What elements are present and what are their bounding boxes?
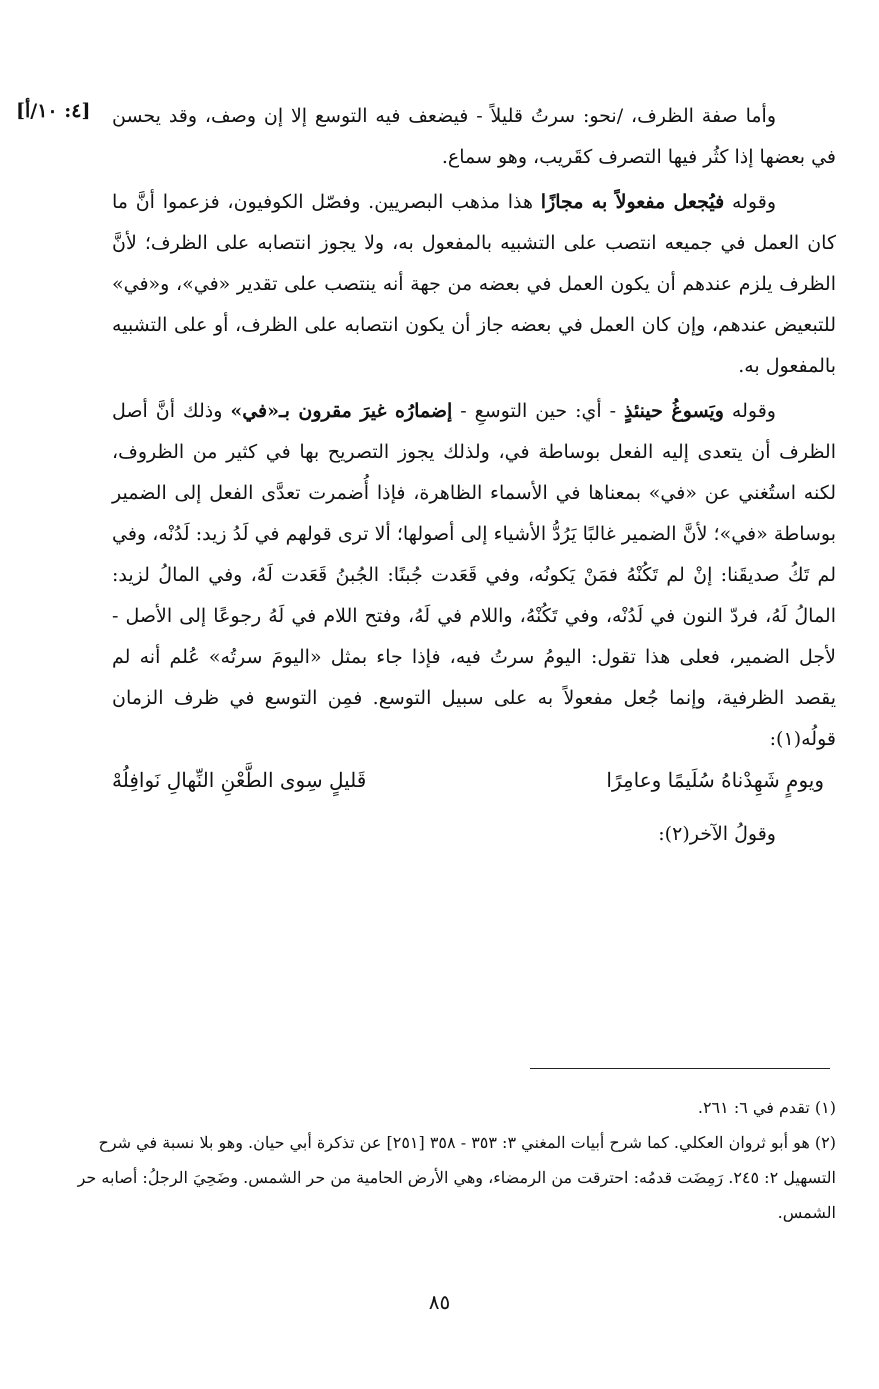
paragraph-3-bold-phrase-2: إضمارُه غيرَ مقرون بـ«في» <box>230 400 453 422</box>
paragraph-1-text: وأما صفة الظرف، /نحو: سرتُ قليلاً - فيضعف فيه التوسع إلا إن وصف، وقد يحسن في بعضها إذا كثُر فيها التصرف كقَريب، وهو سماع. <box>112 105 836 168</box>
poem-hemistich-second: قَليلٍ سِوى الطَّعْنِ النِّهالِ نَوافِلُهْ <box>112 768 367 792</box>
footnote-1: (١) تقدم في ٦: ٢٦١. <box>697 1098 836 1117</box>
paragraph-2-bold-phrase: فيُجعل مفعولاً به مجازًا <box>540 191 725 213</box>
poem-hemistich-first: ويومٍ شَهِدْناهُ سُلَيمًا وعامِرًا <box>606 768 824 792</box>
footnote-divider <box>530 1068 830 1069</box>
poem-verse <box>112 764 836 814</box>
footnotes <box>56 1090 836 1230</box>
paragraph-2-text-b: هذا مذهب البصريين. وفصّل الكوفيون، فزعموا أنَّ ما كان العمل في جميعه انتصب على التشبيه بالمفعول به، ولا يجوز انتصابه على الظرف؛ لأنَّ الظرف يلزم عندهم أن يكون العمل في بعضه من جهة أنه ينتصب على تقدير «في»، و«في» للتبعيض عندهم، وإن كان العمل في بعضه جاز أن يكون انتصابه على الظرف، أو على التشبيه بالمفعول به. <box>112 191 836 377</box>
paragraph-2 <box>112 182 836 387</box>
paragraph-3-text-a: وقوله <box>723 400 776 422</box>
paragraph-3-bold-phrase-1: ويَسوغُ حينئذٍ <box>623 400 724 422</box>
paragraph-3 <box>112 391 836 760</box>
paragraph-2-text-a: وقوله <box>724 191 776 213</box>
page-number: ٨٥ <box>428 1290 451 1314</box>
paragraph-1 <box>112 96 836 178</box>
paragraph-3-text-c: وذلك أنَّ أصل الظرف أن يتعدى إليه الفعل بوساطة في، ولذلك يجوز التصريح بها في كثير من الظروف، لكنه استُغني عن «في» بمعناها في الأسماء الظاهرة، فإذا أُضمرت تعدَّى الفعل إلى الضمير بوساطة «في»؛ لأنَّ الضمير غالبًا يَرُدُّ الأشياء إلى أصولها؛ ألا ترى قولهم في لَدُ زيد: لَدُنْه، وفي لم تَكُ صديقَنا: إنْ لم تَكُنْهُ فمَنْ يَكونُه، وفي قَعَدت جُبنًا: الجُبنُ قَعَدت لَهُ، وفي المالُ لزيد: المالُ لَهُ، فردّ النون في لَدُنْه، وفي تَكُنْهُ، واللام في لَهُ، وفتح اللام في لَهُ رجوعًا إلى الأصل - لأجل الضمير، فعلى هذا تقول: اليومُ سرتُ فيه، فإذا جاء بمثل «اليومَ سرتُه» عُلم أنه لم يقصد الظرفية، وإنما جُعل مفعولاً به على سبيل التوسع. فمِن التوسع في ظرف الزمان قولُه(١): <box>112 400 836 750</box>
paragraph-3-text-b: - أي: حين التوسعِ - <box>452 400 624 422</box>
margin-reference: [٤: ١٠/أ] <box>16 100 91 122</box>
after-poem-line: وقولُ الآخر(٢): <box>658 823 776 845</box>
main-text <box>112 96 836 855</box>
footnote-2: (٢) هو أبو ثروان العكلي. كما شرح أبيات المغني ٣: ٣٥٣ - ٣٥٨ [٢٥١] عن تذكرة أبي حيان. وهو بلا نسبة في شرح التسهيل ٢: ٢٤٥. رَمِضَت قدمُه: احترقت من الرمضاء، وهي الأرض الحامية من حر الشمس. وضَحِيَ الرجلُ: أصابه حر الشمس. <box>77 1133 836 1222</box>
